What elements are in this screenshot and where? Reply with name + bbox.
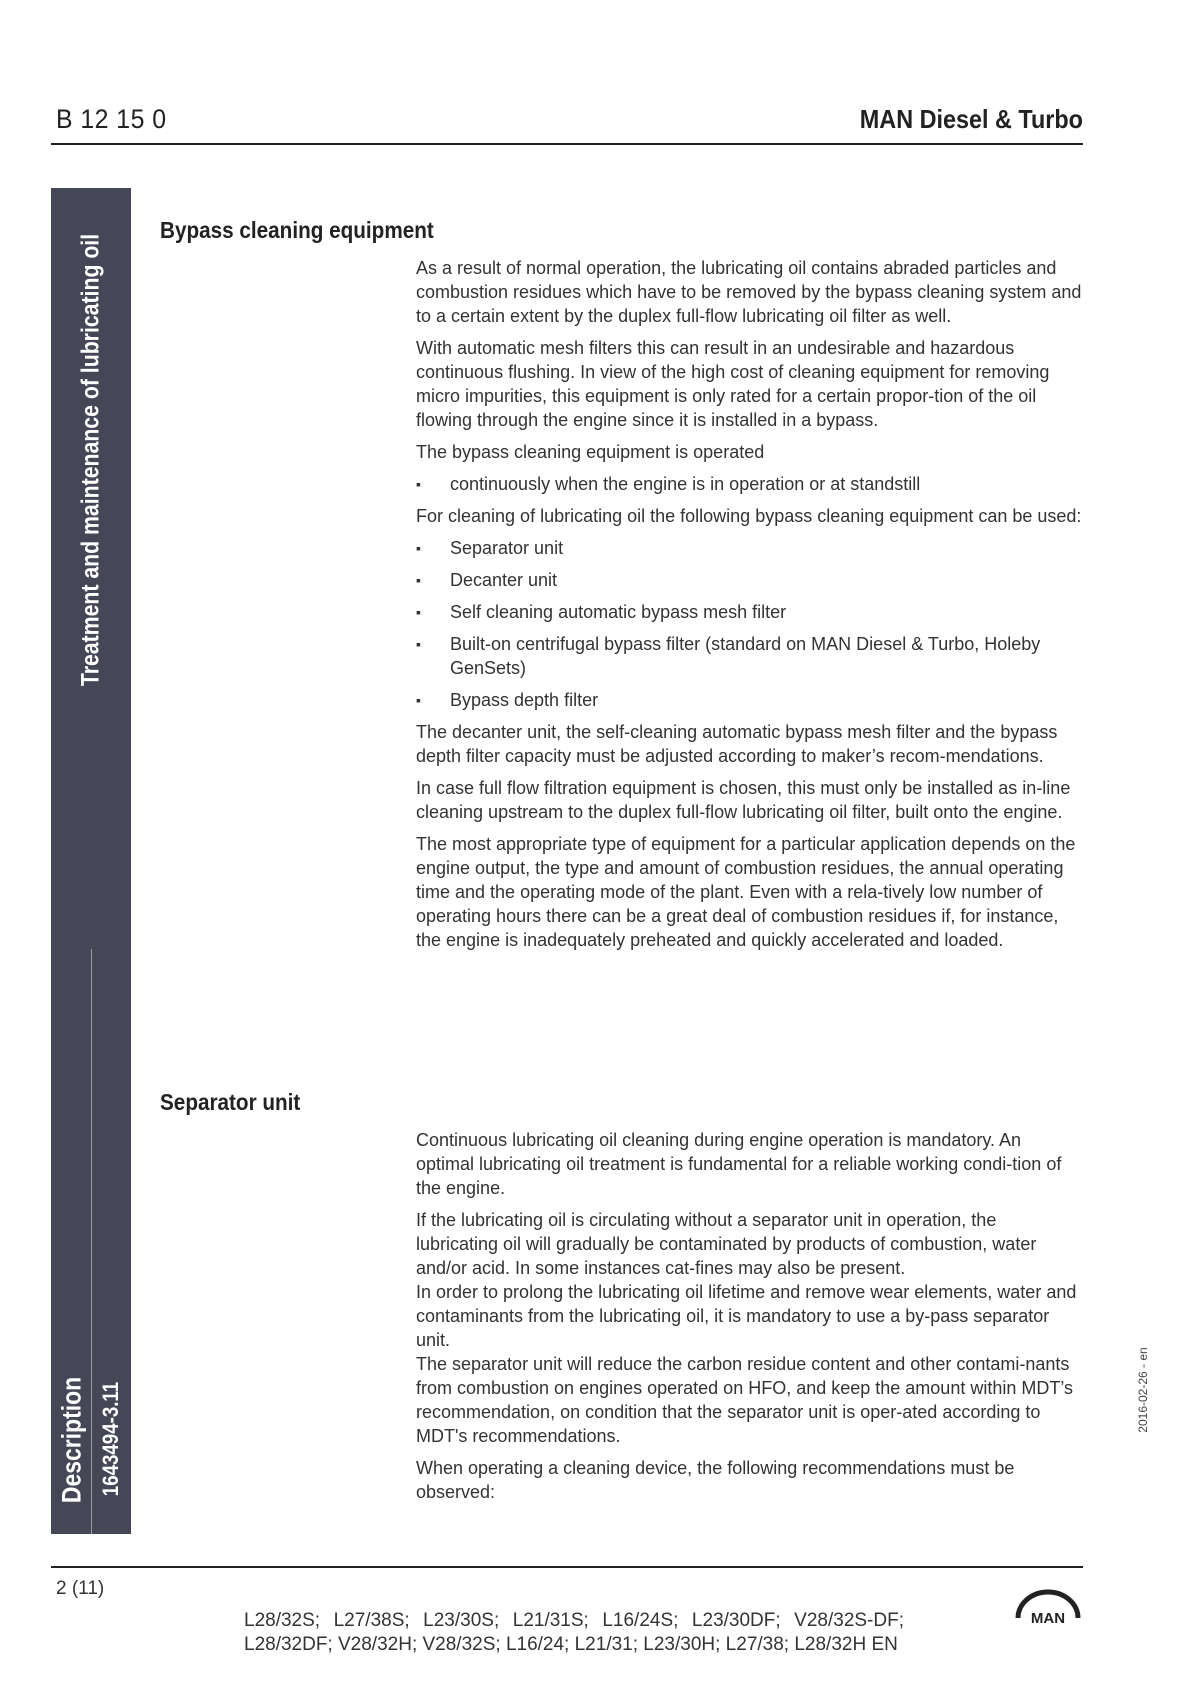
paragraph: When operating a cleaning device, the following recommendations must be observed: [416, 1458, 1015, 1502]
list-item [416, 568, 1083, 592]
bullet-icon: ▪ [416, 604, 421, 620]
list-item-text: Bypass depth filter [450, 690, 599, 710]
paragraph: The decanter unit, the self-cleaning automatic bypass mesh filter and the bypass depth filter capacity must be adjusted according to maker’s recom-mendations. [416, 722, 1058, 766]
list-item-text: Separator unit [450, 538, 564, 558]
document-type-label: Description [56, 1376, 87, 1504]
bullet-icon: ▪ [416, 572, 421, 588]
logo-text: MAN [1030, 1610, 1066, 1626]
bullet-icon: ▪ [416, 540, 421, 556]
bullet-icon: ▪ [416, 692, 421, 708]
list-item-text: Decanter unit [450, 570, 558, 590]
list-item [416, 632, 1083, 680]
page-number: 2 (11) [56, 1578, 105, 1599]
list-item [416, 472, 1083, 496]
bullet-icon: ▪ [416, 636, 421, 652]
list-item [416, 688, 1083, 712]
section-body-bypass [416, 256, 1083, 960]
list-item-text: continuously when the engine is in operation or at standstill [450, 474, 921, 494]
brand-name: MAN Diesel & Turbo [859, 104, 1083, 134]
paragraph: Continuous lubricating oil cleaning during engine operation is mandatory. An optimal lubricating oil treatment is fundamental for a reliable working condi-tion of the engine. [416, 1130, 1062, 1198]
section-heading-separator: Separator unit [160, 1089, 301, 1115]
list-item [416, 600, 1083, 624]
paragraph: In order to prolong the lubricating oil lifetime and remove wear elements, water and contaminants from the lubricating oil, it is mandatory to use a by-pass separator unit. [416, 1282, 1077, 1350]
document-number-label: 1643494-3.11 [98, 1381, 123, 1497]
side-tab-separator [91, 949, 92, 1534]
equipment-list [416, 536, 1083, 712]
header-divider [51, 143, 1083, 145]
man-logo-icon [1014, 1588, 1082, 1626]
paragraph: The most appropriate type of equipment for a particular application depends on the engine output, the type and amount of combustion residues, the annual operating time and the operating mode of the plant. Even with a rela-tively low number of operating hours there can be a great deal of combustion residues if, for instance, the engine is inadequately preheated and quickly accelerated and loaded. [416, 834, 1076, 950]
list-item-text: Built-on centrifugal bypass filter (standard on MAN Diesel & Turbo, Holeby GenSets) [450, 634, 1041, 678]
paragraph: The separator unit will reduce the carbon residue content and other contami-nants from combustion on engines operated on HFO, and keep the amount within MDT’s recommendation, on condition that the separator unit is oper-ated according to MDT's recommendations. [416, 1354, 1074, 1446]
document-code: B 12 15 0 [56, 104, 167, 134]
paragraph: With automatic mesh filters this can result in an undesirable and hazardous continuous flushing. In view of the high cost of cleaning equipment for removing micro impurities, this equipment is only rated for a certain propor-tion of the oil flowing through the engine since it is installed in a bypass. [416, 338, 1050, 430]
list-item-text: Self cleaning automatic bypass mesh filter [450, 602, 787, 622]
revision-date-stamp: 2016-02-26 - en [1136, 1347, 1150, 1433]
paragraph: For cleaning of lubricating oil the following bypass cleaning equipment can be used: [416, 506, 1082, 526]
list-item [416, 536, 1083, 560]
chapter-side-tab-label: Treatment and maintenance of lubricating oil [76, 233, 105, 687]
paragraph: In case full flow filtration equipment is chosen, this must only be installed as in-line cleaning upstream to the duplex full-flow lubricating oil filter, built onto the engine. [416, 778, 1071, 822]
footer-divider [51, 1566, 1083, 1568]
paragraph: If the lubricating oil is circulating without a separator unit in operation, the lubricating oil will gradually be contaminated by products of combustion, water and/or acid. In some instances cat-fines may also be present. [416, 1210, 1037, 1278]
paragraph: As a result of normal operation, the lubricating oil contains abraded particles and combustion residues which have to be removed by the bypass cleaning system and to a certain extent by the duplex full-flow lubricating oil filter as well. [416, 258, 1082, 326]
bullet-icon: ▪ [416, 476, 421, 492]
paragraph: The bypass cleaning equipment is operated [416, 442, 765, 462]
section-heading-bypass: Bypass cleaning equipment [160, 217, 434, 243]
operation-mode-list [416, 472, 1083, 496]
section-body-separator [416, 1128, 1083, 1512]
engine-type-list: L28/32S; L27/38S; L23/30S; L21/31S; L16/24S; L23/30DF; V28/32S-DF; L28/32DF; V28/32H; V28/32S; L16/24; L21/31; L23/30H; L27/38; L28/32H EN [244, 1610, 904, 1655]
